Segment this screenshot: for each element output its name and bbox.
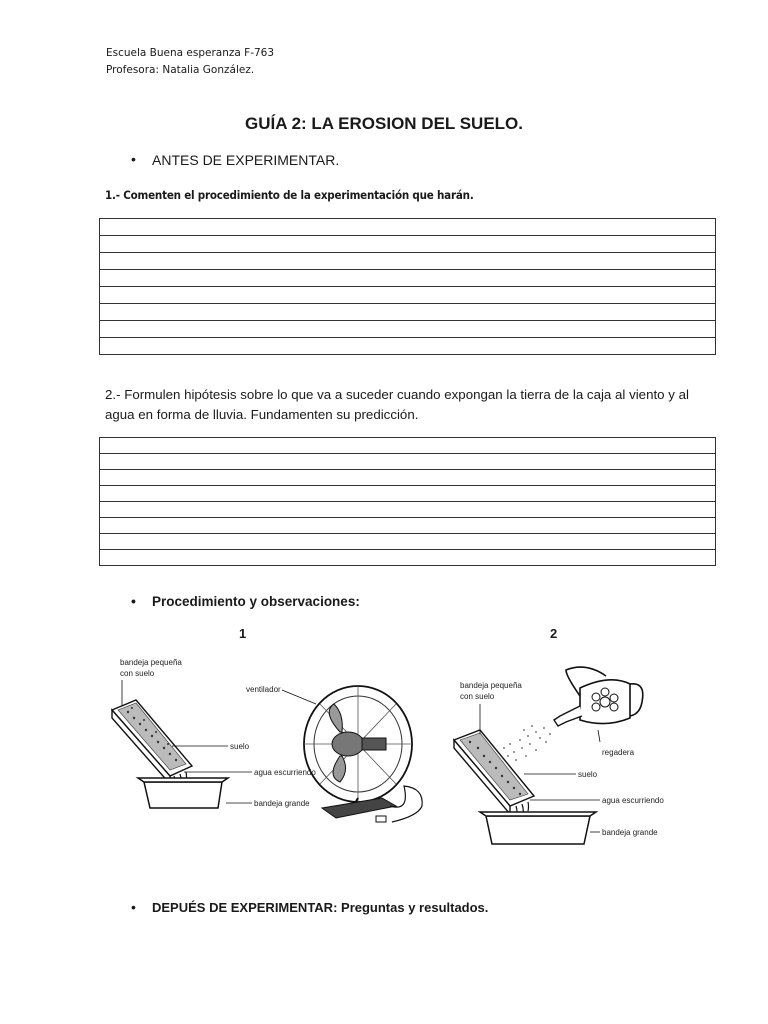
answer-line[interactable] — [100, 486, 715, 502]
answer-line[interactable] — [100, 236, 715, 253]
label-small-tray-1: bandeja pequeña — [460, 681, 522, 690]
answer-line[interactable] — [100, 304, 715, 321]
label-small-tray-1: bandeja pequeña — [120, 658, 182, 667]
watering-can — [554, 667, 643, 726]
figure-1-fan-experiment — [100, 648, 430, 838]
label-small-tray-2: con suelo — [120, 669, 155, 678]
section-procedure-heading — [152, 594, 360, 609]
figure-2-number: 2 — [550, 626, 558, 641]
section-after-heading — [152, 900, 488, 915]
answer-line[interactable] — [100, 438, 715, 454]
answer-line[interactable] — [100, 470, 715, 486]
section-after-rest: Preguntas y resultados. — [337, 900, 489, 915]
question-2: 2.- Formulen hipótesis sobre lo que va a suceder cuando expongan la tierra de la caja al viento y al agua en forma de lluvia. Fundamenten su predicción. — [105, 387, 689, 422]
section-procedure-label: Procedimiento y observaciones: — [152, 594, 360, 609]
figure-1-number: 1 — [239, 626, 247, 641]
teacher-name: Profesora: Natalia González. — [106, 64, 255, 76]
answer-line[interactable] — [100, 253, 715, 270]
answer-line[interactable] — [100, 454, 715, 470]
label-large-tray: bandeja grande — [602, 828, 658, 837]
label-watering-can: regadera — [602, 748, 635, 757]
large-tray — [480, 812, 596, 844]
answer-box-2[interactable] — [99, 437, 716, 566]
answer-line[interactable] — [100, 550, 715, 565]
answer-line[interactable] — [100, 518, 715, 534]
answer-line[interactable] — [100, 219, 715, 236]
small-tray-with-soil — [454, 730, 534, 816]
page-title: GUÍA 2: LA EROSION DEL SUELO. — [244, 114, 523, 133]
label-soil: suelo — [230, 742, 250, 751]
answer-line[interactable] — [100, 502, 715, 518]
label-water: agua escurriendo — [254, 768, 316, 777]
fan — [304, 686, 422, 822]
label-fan: ventilador — [246, 685, 281, 694]
large-tray — [138, 778, 228, 808]
section-before-label: ANTES DE EXPERIMENTAR. — [152, 152, 340, 168]
answer-line[interactable] — [100, 321, 715, 338]
answer-line[interactable] — [100, 287, 715, 304]
school-name: Escuela Buena esperanza F-763 — [106, 47, 275, 59]
label-soil: suelo — [578, 770, 598, 779]
answer-line[interactable] — [100, 534, 715, 550]
label-large-tray: bandeja grande — [254, 799, 310, 808]
answer-box-1[interactable] — [99, 218, 716, 355]
water-spray — [503, 725, 551, 761]
question-1: 1.- Comenten el procedimiento de la experimentación que harán. — [105, 188, 474, 202]
label-water: agua escurriendo — [602, 796, 664, 805]
figure-2-rain-experiment — [440, 648, 680, 858]
label-small-tray-2: con suelo — [460, 692, 495, 701]
small-tray-with-soil — [112, 700, 192, 786]
answer-line[interactable] — [100, 338, 715, 354]
answer-line[interactable] — [100, 270, 715, 287]
section-after-bold: DEPUÉS DE EXPERIMENTAR: — [152, 900, 338, 915]
section-before-heading — [152, 152, 339, 168]
